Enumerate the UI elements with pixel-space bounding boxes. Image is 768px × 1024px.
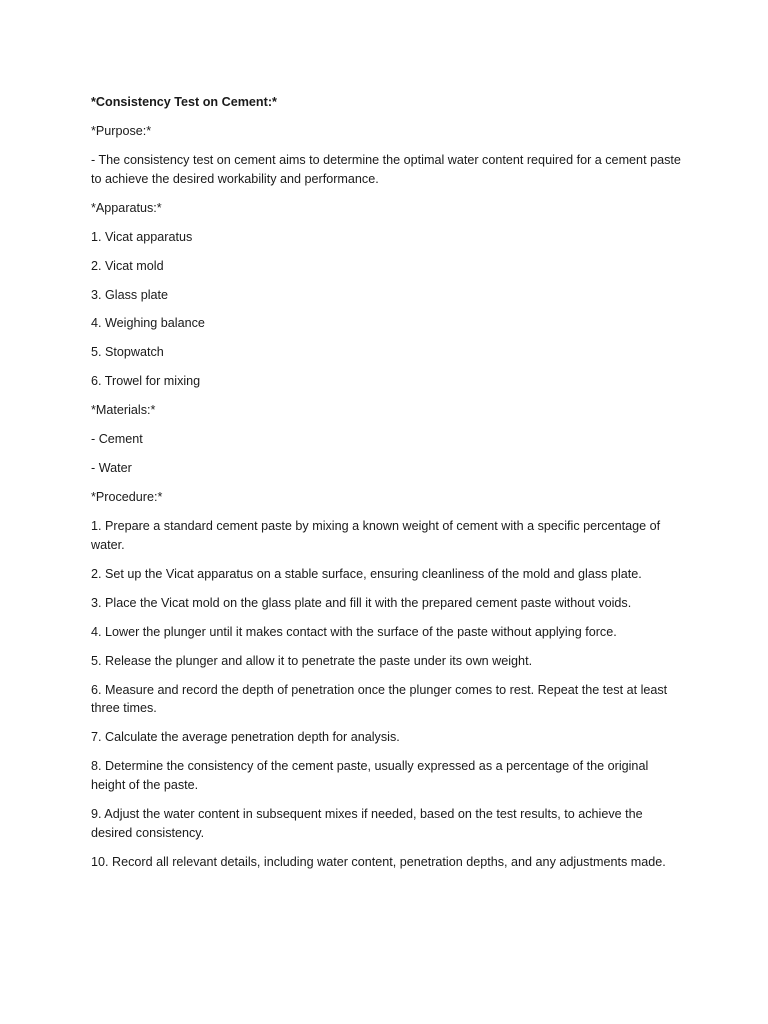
procedure-heading: *Procedure:*: [91, 490, 163, 505]
procedure-step: 5. Release the plunger and allow it to penetrate the paste under its own weight.: [91, 653, 533, 668]
purpose-heading: *Purpose:*: [91, 123, 152, 138]
document-title: *Consistency Test on Cement:*: [91, 95, 277, 109]
procedure-step: 2. Set up the Vicat apparatus on a stable surface, ensuring cleanliness of the mold and glass plate.: [91, 566, 642, 581]
materials-item: - Cement: [91, 432, 143, 447]
apparatus-item: 1. Vicat apparatus: [91, 229, 193, 244]
procedure-step: 9. Adjust the water content in subsequent mixes if needed, based on the test results, to achieve the desired consistency.: [91, 807, 643, 840]
procedure-step: 8. Determine the consistency of the cement paste, usually expressed as a percentage of the original height of the paste.: [91, 759, 649, 793]
apparatus-item: 2. Vicat mold: [91, 258, 164, 273]
apparatus-item: 5. Stopwatch: [91, 345, 164, 360]
procedure-step: 1. Prepare a standard cement paste by mixing a known weight of cement with a specific percentage of water.: [91, 519, 661, 552]
procedure-step: 3. Place the Vicat mold on the glass plate and fill it with the prepared cement paste without voids.: [91, 595, 632, 610]
apparatus-heading: *Apparatus:*: [91, 200, 162, 215]
procedure-step: 6. Measure and record the depth of penetration once the plunger comes to rest. Repeat the test at least three times.: [91, 682, 668, 716]
materials-item: - Water: [91, 461, 132, 476]
purpose-text: - The consistency test on cement aims to determine the optimal water content required for a cement paste to achieve the desired workability and performance.: [91, 152, 681, 186]
apparatus-item: 6. Trowel for mixing: [91, 374, 201, 389]
document-page: [91, 93, 681, 882]
apparatus-item: 3. Glass plate: [91, 287, 169, 302]
procedure-step: 7. Calculate the average penetration depth for analysis.: [91, 730, 400, 745]
apparatus-item: 4. Weighing balance: [91, 316, 205, 331]
procedure-step: 10. Record all relevant details, including water content, penetration depths, and any adjustments made.: [91, 854, 666, 869]
procedure-step: 4. Lower the plunger until it makes contact with the surface of the paste without applying force.: [91, 624, 617, 639]
materials-heading: *Materials:*: [91, 403, 156, 418]
